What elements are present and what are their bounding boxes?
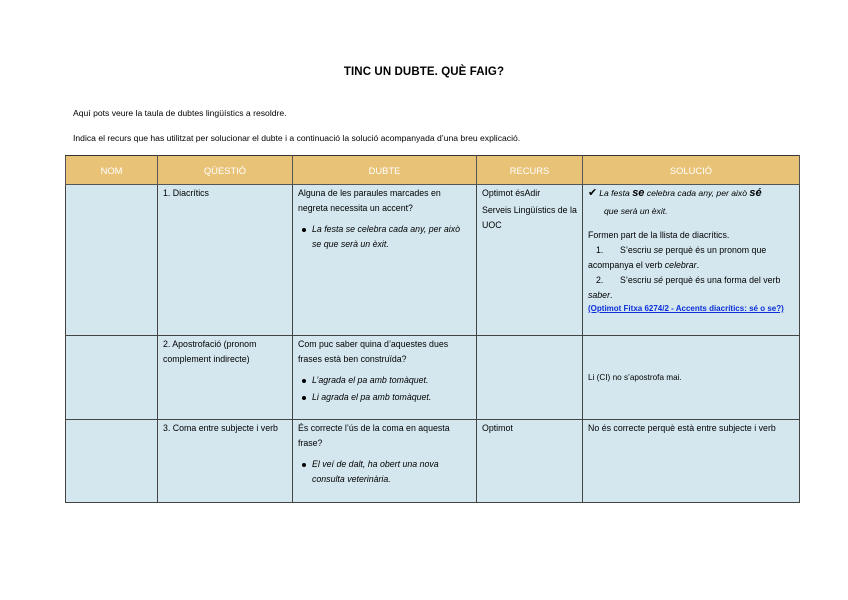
- example-sentence: El veí de dalt, ha obert una nova consulta veterinària.: [312, 457, 471, 487]
- solution-text: Li (CI) no s’apostrofa mai.: [588, 372, 682, 382]
- cell-questio: [158, 336, 293, 420]
- page-title: TINC UN DUBTE. QUÈ FAIG?: [343, 66, 505, 78]
- solution-intro: Formen part de la llista de diacrítics.: [588, 230, 730, 240]
- cell-solucio[interactable]: [583, 185, 800, 336]
- table-header-row: [66, 156, 800, 185]
- example-list: [298, 373, 471, 405]
- example-list: [298, 222, 471, 252]
- header-recurs: RECURS: [477, 156, 583, 185]
- intro-line-1: Aquí pots veure la taula de dubtes lingüístics a resoldre.: [73, 108, 287, 118]
- example-sentence: Li agrada el pa amb tomàquet.: [312, 390, 471, 405]
- table-row: [66, 336, 800, 420]
- example-list: [298, 457, 471, 487]
- solution-item-1: 1. S’escriu se perquè és un pronom que acompanya el verb celebrar.: [588, 245, 767, 270]
- intro-line-2: Indica el recurs que has utilitzat per solucionar el dubte i a continuació la solució acompanyada d’una breu explicació.: [73, 133, 521, 143]
- solution-example-cont: que serà un èxit.: [604, 206, 668, 216]
- cell-nom[interactable]: [66, 185, 158, 336]
- cell-dubte: [293, 420, 477, 503]
- recurs-item: Optimot: [482, 423, 513, 433]
- check-icon: ✔: [588, 187, 598, 199]
- cell-questio: [158, 420, 293, 503]
- cell-solucio[interactable]: [583, 420, 800, 503]
- questio-text: 1. Diacrítics: [163, 188, 209, 198]
- example-sentence: L’agrada el pa amb tomàquet.: [312, 373, 471, 388]
- cell-recurs[interactable]: [477, 420, 583, 503]
- dubte-text: És correcte l’ús de la coma en aquesta frase?: [298, 423, 450, 448]
- solution-example: ✔ La festa se celebra cada any, per això sé: [588, 187, 762, 199]
- dubte-text: Alguna de les paraules marcades en negreta necessita un accent?: [298, 188, 441, 213]
- recurs-item: Serveis Lingüístics de la UOC: [482, 205, 577, 230]
- header-questio: QÜESTIÓ: [158, 156, 293, 185]
- cell-dubte: [293, 185, 477, 336]
- header-nom: NOM: [66, 156, 158, 185]
- table-row: [66, 185, 800, 336]
- cell-nom[interactable]: [66, 420, 158, 503]
- cell-dubte: [293, 336, 477, 420]
- doubts-table: [65, 155, 800, 503]
- cell-nom[interactable]: [66, 336, 158, 420]
- recurs-item: Optimot ésAdir: [482, 188, 541, 198]
- header-solucio: SOLUCIÓ: [583, 156, 800, 185]
- table-row: [66, 420, 800, 503]
- example-sentence: La festa se celebra cada any, per això se que serà un èxit.: [312, 222, 471, 252]
- cell-recurs[interactable]: [477, 185, 583, 336]
- questio-text: 2. Apostrofació (pronom complement indirecte): [163, 339, 257, 364]
- cell-recurs[interactable]: [477, 336, 583, 420]
- solution-item-2: 2. S’escriu sé perquè és una forma del verb saber.: [588, 275, 781, 300]
- cell-questio: [158, 185, 293, 336]
- cell-solucio[interactable]: [583, 336, 800, 420]
- header-dubte: DUBTE: [293, 156, 477, 185]
- optimot-reference-link[interactable]: (Optimot Fitxa 6274/2 - Accents diacrítics: sé o se?): [588, 304, 784, 313]
- questio-text: 3. Coma entre subjecte i verb: [163, 423, 278, 433]
- dubte-text: Com puc saber quina d’aquestes dues frases està ben construïda?: [298, 339, 449, 364]
- solution-text: No és correcte perquè està entre subjecte i verb: [588, 423, 776, 433]
